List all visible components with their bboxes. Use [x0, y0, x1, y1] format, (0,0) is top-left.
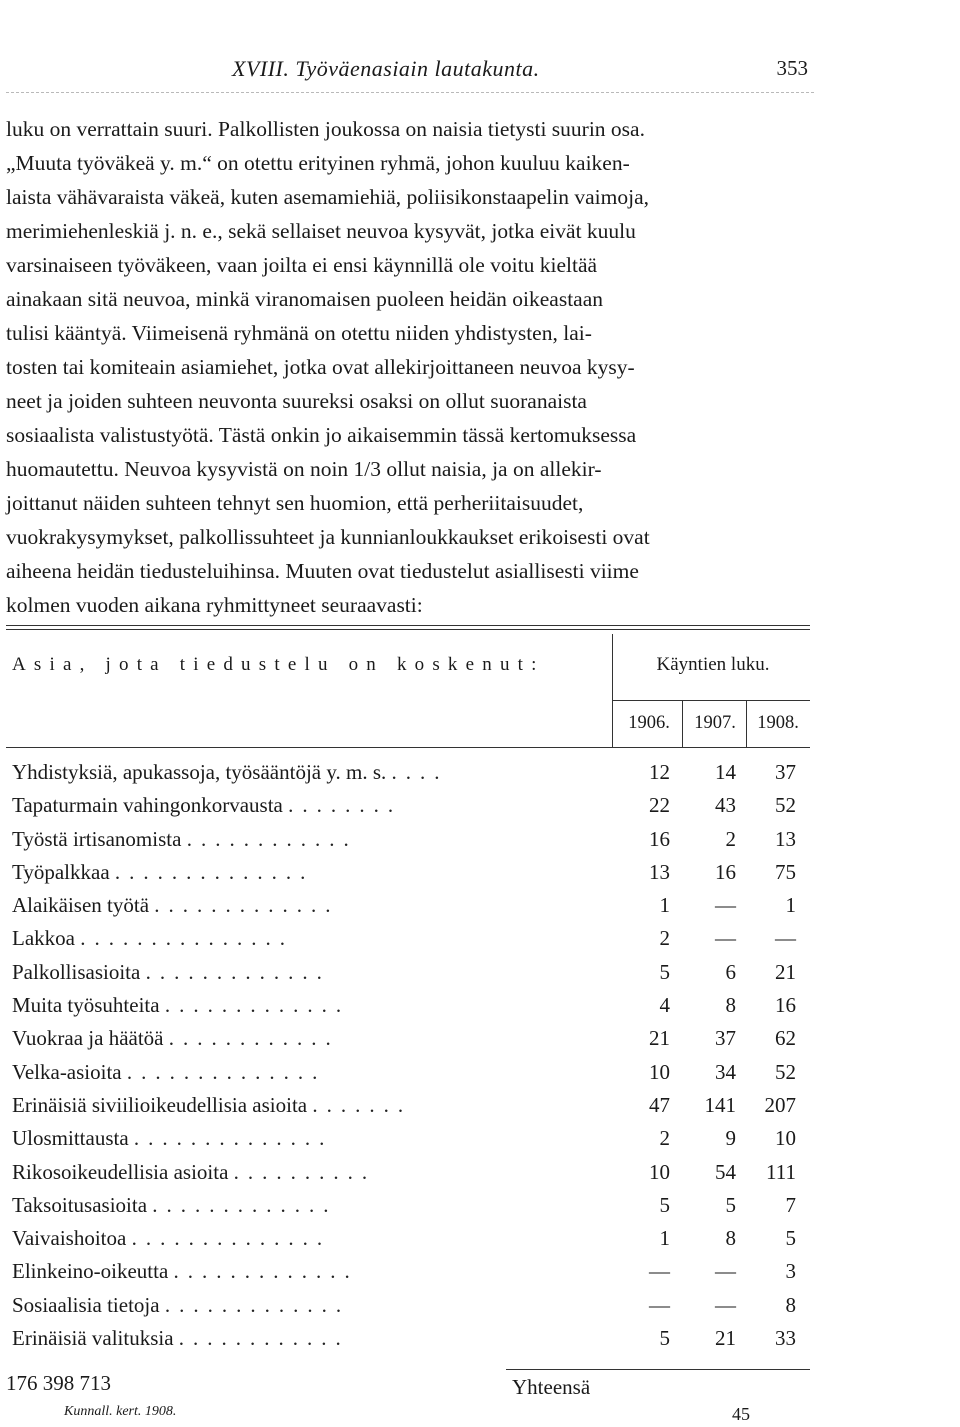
table-row	[6, 1126, 810, 1159]
cell-1908: 1	[785, 893, 796, 918]
row-label-text: Työstä irtisanomista	[12, 826, 182, 851]
row-label	[12, 893, 610, 918]
table-header	[6, 630, 810, 700]
cell-1906: 22	[649, 793, 670, 818]
row-label-text: Vuokraa ja häätöä	[12, 1026, 164, 1051]
dot-leader: .............	[173, 1259, 359, 1284]
year-1907: 1907.	[694, 713, 736, 733]
cell-1907: 6	[725, 959, 736, 984]
table-row	[6, 1259, 810, 1292]
text-line: ainakaan sitä neuvoa, minkä viranomaisen puoleen heidän oikeastaan	[6, 287, 604, 311]
cell-1908: 207	[764, 1092, 796, 1117]
row-label-text: Alaikäisen työtä	[12, 893, 150, 918]
page-footer	[0, 1404, 960, 1426]
dot-leader: ............	[186, 826, 358, 851]
row-label-text: Tapaturmain vahingonkorvausta	[12, 793, 283, 818]
cell-1908: 5	[785, 1226, 796, 1251]
cell-1907: —	[715, 1292, 736, 1317]
cell-1907: 8	[725, 1226, 736, 1251]
row-label-text: Ulosmittausta	[12, 1126, 129, 1151]
page-number: 353	[776, 56, 808, 80]
cell-1906: 12	[649, 760, 670, 784]
table-row	[6, 1293, 810, 1326]
text-line: „Muuta työväkeä y. m.“ on otettu erityinen ryhmä, johon kuuluu kaiken-	[6, 151, 630, 175]
cell-1908: 111	[766, 1159, 796, 1184]
row-label	[12, 1226, 610, 1251]
cell-1907: 54	[715, 1159, 736, 1184]
cell-1906: 16	[649, 826, 670, 851]
cell-1906: 2	[659, 926, 670, 951]
total-1907: 398	[42, 1371, 75, 1396]
table-row	[6, 893, 810, 926]
year-header-row	[6, 701, 810, 747]
cell-1907: 34	[715, 1059, 736, 1084]
cell-1907: 21	[715, 1326, 736, 1351]
footer-source: Kunnall. kert. 1908.	[64, 1404, 177, 1419]
table-row	[6, 860, 810, 893]
cell-1906: 21	[649, 1026, 670, 1051]
cell-1906: 5	[659, 1326, 670, 1351]
section-title: XVIII. Työväenasiain lautakunta.	[232, 56, 540, 81]
table-row	[6, 1326, 810, 1359]
row-label-text: Rikosoikeudellisia asioita	[12, 1159, 229, 1184]
year-divider	[682, 701, 683, 747]
row-label-text: Velka-asioita	[12, 1059, 122, 1084]
dot-leader: ..........	[233, 1159, 377, 1184]
cell-1908: 75	[775, 859, 796, 884]
text-line: joittanut näiden suhteen tehnyt sen huomion, että perheriitaisuudet,	[6, 491, 584, 515]
row-label	[12, 1259, 610, 1284]
total-rule	[506, 1369, 810, 1370]
cell-1907: 141	[704, 1092, 736, 1117]
row-label-text: Työpalkkaa	[12, 859, 110, 884]
row-label-text: Sosiaalisia tietoja	[12, 1292, 160, 1317]
row-label	[12, 1026, 610, 1051]
cell-1908: 7	[785, 1192, 796, 1217]
text-line: aiheena heidän tiedusteluihinsa. Muuten ovat tiedustelut asiallisesti viime	[6, 559, 639, 583]
table-row	[6, 1160, 810, 1193]
cell-1906: 13	[649, 859, 670, 884]
table-row	[6, 793, 810, 826]
cell-1907: 16	[715, 859, 736, 884]
header-divider	[612, 634, 613, 700]
year-1908: 1908.	[757, 713, 799, 733]
text-line: varsinaiseen työväkeen, vaan joilta ei ensi käynnillä ole voitu kieltää	[6, 253, 598, 277]
text-line: neet ja joiden suhteen neuvonta suureksi osaksi on ollut suoranaista	[6, 389, 587, 413]
text-line: merimiehenleskiä j. n. e., sekä sellaiset neuvoa kysyvät, jotka eivät kuulu	[6, 219, 636, 243]
table-row	[6, 926, 810, 959]
year-divider	[612, 701, 613, 747]
row-label-text: Palkollisasioita	[12, 959, 141, 984]
dot-leader: ..............	[133, 1126, 334, 1151]
cell-1908: 37	[775, 760, 796, 784]
row-label	[12, 1060, 610, 1085]
table-row	[6, 1193, 810, 1226]
cell-1906: 4	[659, 993, 670, 1018]
dot-leader: .............	[154, 893, 340, 918]
cell-1906: 47	[649, 1092, 670, 1117]
cell-1908: 33	[775, 1326, 796, 1351]
footer-signature: 45	[732, 1404, 750, 1424]
cell-1907: —	[715, 893, 736, 918]
cell-1908: 21	[775, 959, 796, 984]
total-1908: 713	[79, 1371, 111, 1396]
row-label	[12, 1293, 610, 1318]
dot-leader: .............	[164, 993, 351, 1018]
header-subject: Asia, jota tiedustelu on koskenut:	[12, 654, 545, 675]
cell-1907: 8	[725, 993, 736, 1018]
cell-1907: 37	[715, 1026, 736, 1051]
cell-1906: 5	[659, 959, 670, 984]
year-divider	[746, 701, 747, 747]
row-label	[12, 1193, 610, 1218]
table-row	[6, 760, 810, 793]
dot-leader: .............	[152, 1192, 338, 1217]
dot-leader: .............	[145, 959, 331, 984]
dot-leader: ..............	[114, 859, 315, 884]
row-label	[12, 993, 610, 1018]
dot-leader: ........	[288, 793, 403, 818]
dot-leader: ..............	[126, 1059, 327, 1084]
total-1906: 176	[6, 1371, 38, 1396]
cell-1907: 14	[715, 760, 736, 784]
row-label	[12, 827, 610, 852]
row-label-text: Taksoitusasioita	[12, 1192, 148, 1217]
dot-leader: ............	[178, 1326, 350, 1351]
row-label	[12, 1093, 610, 1118]
row-label	[12, 1160, 610, 1185]
text-line: tosten tai komiteain asiamiehet, jotka ovat allekirjoittaneen neuvoa kysy-	[6, 355, 635, 379]
table-row	[6, 827, 810, 860]
cell-1908: 62	[775, 1026, 796, 1051]
text-line: tulisi kääntyä. Viimeisenä ryhmänä on otettu niiden yhdistysten, lai-	[6, 321, 592, 345]
cell-1907: —	[715, 1259, 736, 1284]
text-line: luku on verrattain suuri. Palkollisten joukossa on naisia tietysti suurin osa.	[6, 117, 645, 141]
statistics-table	[6, 625, 810, 1411]
dot-leader: .......	[312, 1092, 413, 1117]
header-visits: Käyntien luku.	[656, 654, 770, 675]
row-label	[12, 793, 610, 818]
row-label	[12, 760, 610, 785]
cell-1908: 13	[775, 826, 796, 851]
table-row	[6, 1093, 810, 1126]
cell-1908: 16	[775, 993, 796, 1018]
cell-1906: —	[649, 1259, 670, 1284]
text-line: sosiaalista valistustyötä. Tästä onkin jo aikaisemmin tässä kertomuksessa	[6, 423, 637, 447]
text-line: vuokrakysymykset, palkollissuhteet ja kunnianloukkaukset erikoisesti ovat	[6, 525, 650, 549]
row-label	[12, 1126, 610, 1151]
table-row	[6, 1026, 810, 1059]
row-label-text: Elinkeino-oikeutta	[12, 1259, 169, 1284]
text-line: huomautettu. Neuvoa kysyvistä on noin 1/3 ollut naisia, ja on allekir-	[6, 457, 602, 481]
row-label-text: Erinäisiä valituksia	[12, 1326, 174, 1351]
row-label-text: Yhdistyksiä, apukassoja, työsääntöjä y. m. s.	[12, 760, 387, 784]
dot-leader: ..............	[131, 1226, 332, 1251]
cell-1908: —	[775, 926, 796, 951]
cell-1906: 5	[659, 1192, 670, 1217]
dot-leader: ...............	[80, 926, 294, 951]
table-row	[6, 993, 810, 1026]
cell-1907: —	[715, 926, 736, 951]
row-label	[12, 860, 610, 885]
text-line: kolmen vuoden aikana ryhmittyneet seuraavasti:	[6, 593, 423, 617]
cell-1907: 43	[715, 793, 736, 818]
cell-1906: —	[649, 1292, 670, 1317]
row-label-text: Vaivaishoitoa	[12, 1226, 127, 1251]
cell-1906: 10	[649, 1159, 670, 1184]
cell-1906: 1	[659, 1226, 670, 1251]
table-row	[6, 1060, 810, 1093]
body-paragraph	[6, 112, 812, 622]
row-label	[12, 1326, 610, 1351]
text-line: laista vähävaraista väkeä, kuten asemamiehiä, poliisikonstaapelin vaimoja,	[6, 185, 649, 209]
table-body	[6, 760, 810, 1359]
row-label-text: Lakkoa	[12, 926, 75, 951]
cell-1907: 2	[725, 826, 736, 851]
cell-1906: 2	[659, 1126, 670, 1151]
row-label	[12, 926, 610, 951]
row-label	[12, 960, 610, 985]
total-label: Yhteensä	[512, 1375, 591, 1400]
dot-leader: .............	[164, 1292, 351, 1317]
cell-1908: 52	[775, 793, 796, 818]
page-header	[0, 56, 960, 96]
cell-1906: 10	[649, 1059, 670, 1084]
dot-leader: ....	[391, 760, 449, 784]
table-row	[6, 960, 810, 993]
header-rule	[6, 92, 814, 93]
cell-1907: 5	[725, 1192, 736, 1217]
table-row	[6, 1226, 810, 1259]
year-header-bottom-rule	[6, 747, 810, 748]
cell-1906: 1	[659, 893, 670, 918]
row-label-text: Muita työsuhteita	[12, 993, 160, 1018]
year-1906: 1906.	[628, 713, 670, 733]
cell-1908: 8	[785, 1292, 796, 1317]
cell-1908: 3	[785, 1259, 796, 1284]
cell-1908: 10	[775, 1126, 796, 1151]
cell-1907: 9	[725, 1126, 736, 1151]
dot-leader: ............	[168, 1026, 340, 1051]
row-label-text: Erinäisiä siviilioikeudellisia asioita	[12, 1092, 308, 1117]
cell-1908: 52	[775, 1059, 796, 1084]
